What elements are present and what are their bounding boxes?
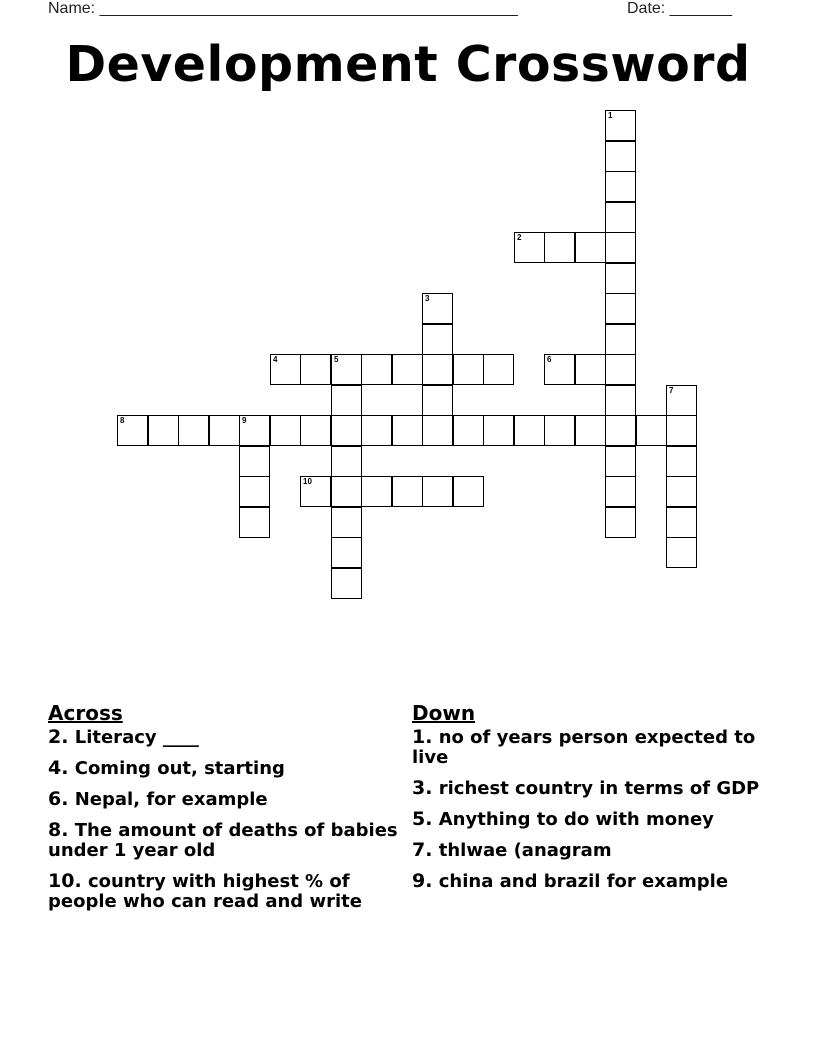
grid-cell[interactable] [605, 446, 636, 477]
down-clue [412, 840, 762, 861]
grid-cell[interactable] [422, 324, 453, 355]
grid-cell[interactable] [331, 476, 362, 507]
grid-cell[interactable] [544, 232, 575, 263]
cell-number: 8 [120, 416, 125, 425]
clue-number: 6. [48, 788, 69, 810]
across-clue [48, 727, 403, 748]
grid-cell[interactable] [605, 263, 636, 294]
grid-cell[interactable] [361, 476, 392, 507]
grid-cell[interactable] [331, 385, 362, 416]
clue-text: china and brazil for example [438, 871, 729, 892]
cell-number: 7 [669, 386, 674, 395]
clue-number: 8. [48, 819, 69, 841]
grid-cell[interactable] [270, 415, 301, 446]
grid-cell[interactable] [575, 415, 606, 446]
grid-cell[interactable] [331, 354, 362, 385]
grid-cell[interactable] [422, 354, 453, 385]
across-heading: Across [48, 701, 123, 725]
grid-cell[interactable] [392, 476, 423, 507]
grid-cell[interactable] [422, 293, 453, 324]
grid-cell[interactable] [666, 415, 697, 446]
grid-cell[interactable] [331, 507, 362, 538]
grid-cell[interactable] [605, 171, 636, 202]
grid-cell[interactable] [148, 415, 179, 446]
grid-cell[interactable] [575, 354, 606, 385]
grid-cell[interactable] [239, 415, 270, 446]
cell-number: 9 [242, 416, 247, 425]
grid-cell[interactable] [483, 354, 514, 385]
down-clue [412, 727, 762, 768]
cell-number: 2 [517, 233, 522, 242]
grid-cell[interactable] [331, 415, 362, 446]
grid-cell[interactable] [575, 232, 606, 263]
clue-text: thlwae (anagram [438, 840, 612, 861]
grid-cell[interactable] [636, 415, 667, 446]
grid-cell[interactable] [331, 568, 362, 599]
clue-text: The amount of deaths of babies under 1 year old [48, 820, 398, 861]
grid-cell[interactable] [605, 293, 636, 324]
grid-cell[interactable] [361, 354, 392, 385]
cell-number: 6 [547, 355, 552, 364]
grid-cell[interactable] [453, 354, 484, 385]
down-clue [412, 809, 762, 830]
clue-number: 7. [412, 839, 433, 861]
grid-cell[interactable] [270, 354, 301, 385]
cell-number: 3 [425, 294, 430, 303]
grid-cell[interactable] [331, 537, 362, 568]
clue-text: Literacy ____ [74, 727, 199, 748]
grid-cell[interactable] [514, 232, 545, 263]
clue-text: richest country in terms of GDP [438, 778, 760, 799]
clue-number: 3. [412, 777, 433, 799]
across-clue [48, 789, 403, 810]
down-clues [412, 701, 762, 902]
grid-cell[interactable] [361, 415, 392, 446]
grid-cell[interactable] [605, 415, 636, 446]
clue-number: 5. [412, 808, 433, 830]
grid-cell[interactable] [239, 507, 270, 538]
grid-cell[interactable] [544, 354, 575, 385]
grid-cell[interactable] [209, 415, 240, 446]
grid-cell[interactable] [605, 141, 636, 172]
grid-cell[interactable] [605, 507, 636, 538]
cell-number: 4 [273, 355, 278, 364]
grid-cell[interactable] [392, 354, 423, 385]
clue-number: 1. [412, 726, 433, 748]
grid-cell[interactable] [178, 415, 209, 446]
grid-cell[interactable] [117, 415, 148, 446]
down-clue [412, 871, 762, 892]
clue-number: 10. [48, 870, 82, 892]
grid-cell[interactable] [422, 476, 453, 507]
grid-cell[interactable] [331, 446, 362, 477]
cell-number: 1 [608, 111, 613, 120]
grid-cell[interactable] [666, 446, 697, 477]
clue-number: 4. [48, 757, 69, 779]
grid-cell[interactable] [453, 415, 484, 446]
grid-cell[interactable] [422, 415, 453, 446]
grid-cell[interactable] [422, 385, 453, 416]
grid-cell[interactable] [605, 324, 636, 355]
clue-text: Anything to do with money [438, 809, 714, 830]
grid-cell[interactable] [666, 476, 697, 507]
name-line: Name: _______________________________________________ [48, 0, 518, 17]
grid-cell[interactable] [239, 476, 270, 507]
grid-cell[interactable] [300, 354, 331, 385]
clue-text: Coming out, starting [74, 758, 285, 779]
grid-cell[interactable] [666, 537, 697, 568]
grid-cell[interactable] [605, 202, 636, 233]
grid-cell[interactable] [605, 110, 636, 141]
date-line: Date: _______ [627, 0, 732, 17]
grid-cell[interactable] [544, 415, 575, 446]
clue-number: 2. [48, 726, 69, 748]
across-clue [48, 820, 403, 861]
across-clues [48, 701, 403, 922]
down-heading: Down [412, 701, 476, 725]
clue-text: no of years person expected to live [412, 727, 756, 768]
clue-number: 9. [412, 870, 433, 892]
grid-cell[interactable] [483, 415, 514, 446]
grid-cell[interactable] [300, 415, 331, 446]
grid-cell[interactable] [453, 476, 484, 507]
grid-cell[interactable] [666, 507, 697, 538]
grid-cell[interactable] [605, 232, 636, 263]
grid-cell[interactable] [605, 476, 636, 507]
cell-number: 5 [334, 355, 339, 364]
grid-cell[interactable] [239, 446, 270, 477]
grid-cell[interactable] [514, 415, 545, 446]
grid-cell[interactable] [666, 385, 697, 416]
clue-text: country with highest % of people who can read and write [48, 871, 362, 912]
grid-cell[interactable] [605, 354, 636, 385]
grid-cell[interactable] [605, 385, 636, 416]
down-clue [412, 778, 762, 799]
cell-number: 10 [303, 477, 312, 486]
page-title: Development Crossword [65, 36, 751, 93]
grid-cell[interactable] [392, 415, 423, 446]
clue-text: Nepal, for example [74, 789, 268, 810]
across-clue [48, 871, 403, 912]
across-clue [48, 758, 403, 779]
grid-cell[interactable] [300, 476, 331, 507]
